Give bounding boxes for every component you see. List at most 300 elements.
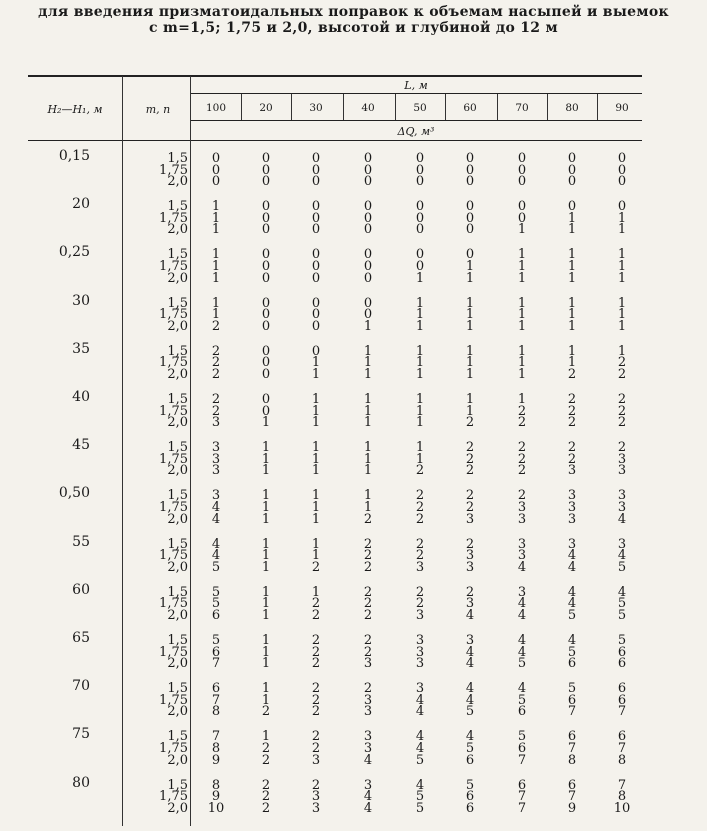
dq-cell-column	[246, 394, 286, 429]
dq-value: 2	[211, 318, 221, 334]
dq-value: 0	[363, 151, 373, 166]
dq-value: 2	[211, 343, 221, 359]
dq-value: 1	[211, 258, 221, 274]
dq-value: 7	[567, 789, 577, 805]
dq-value: 2	[211, 403, 221, 419]
m-value: 1,75	[159, 596, 188, 612]
dq-value: 8	[211, 777, 221, 793]
dq-value: 1	[261, 607, 271, 623]
dq-value: 0	[617, 162, 627, 178]
dq-value: 1	[465, 355, 475, 371]
dq-value: 1	[211, 210, 221, 226]
header-col-divider	[497, 94, 498, 120]
header-col-divider	[597, 94, 598, 120]
dq-value: 7	[617, 704, 627, 720]
dq-value: 4	[567, 548, 577, 564]
dq-value: 0	[567, 151, 577, 166]
dq-value: 2	[311, 692, 321, 708]
dq-cell-column	[502, 536, 542, 575]
dq-value: 6	[517, 777, 527, 793]
dq-value: 7	[211, 656, 221, 672]
dq-value: 0	[363, 162, 373, 178]
dq-value: 8	[567, 752, 577, 768]
dq-cell-column	[196, 731, 236, 766]
dq-value: 3	[415, 633, 425, 648]
dq-value: 1	[415, 307, 425, 323]
dq-value: 4	[517, 644, 527, 660]
header-dQ: ΔQ, м³	[397, 125, 435, 138]
m-value: 2,0	[167, 318, 188, 334]
dq-value: 1	[261, 415, 271, 431]
dq-value: 5	[617, 596, 627, 612]
col-divider-left	[122, 76, 123, 826]
dq-value: 3	[617, 536, 627, 552]
dq-value: 2	[567, 366, 577, 382]
dq-value: 0	[311, 210, 321, 226]
dq-value: 5	[517, 692, 527, 708]
dq-cell-column	[602, 731, 642, 766]
dq-value: 1	[261, 536, 271, 552]
dq-value: 0	[415, 199, 425, 215]
dq-cell-column	[552, 394, 592, 429]
dq-value: 1	[311, 355, 321, 371]
dq-cell-column	[196, 153, 236, 188]
dq-value: 1	[617, 343, 627, 359]
dq-value: 1	[415, 440, 425, 456]
dq-value: 1	[311, 463, 321, 479]
dq-value: 1	[311, 584, 321, 600]
m-value: 2,0	[167, 752, 188, 768]
dq-value: 5	[517, 656, 527, 672]
dq-value: 1	[211, 307, 221, 323]
dq-value: 1	[363, 463, 373, 479]
dq-cell-column	[552, 635, 592, 670]
dq-cell-column	[348, 635, 388, 670]
group-dh-label: 65	[72, 630, 90, 646]
dq-cell-column	[296, 635, 336, 670]
dq-value: 0	[311, 318, 321, 334]
dq-value: 1	[311, 392, 321, 407]
dq-cell-column	[552, 490, 592, 525]
dq-cell-column	[348, 442, 388, 477]
dq-value: 5	[517, 729, 527, 745]
dq-value: 3	[517, 548, 527, 564]
dq-value: 0	[261, 151, 271, 166]
dq-value: 0	[465, 162, 475, 178]
dq-cell-column	[400, 153, 440, 188]
dq-value: 1	[465, 366, 475, 382]
dq-cell-column	[450, 394, 490, 429]
dq-value: 2	[465, 415, 475, 431]
dq-value: 1	[261, 440, 271, 456]
dq-value: 3	[363, 704, 373, 720]
dq-value: 6	[465, 752, 475, 768]
dq-value: 3	[567, 463, 577, 479]
dq-cell-column	[246, 536, 286, 575]
dq-value: 0	[465, 210, 475, 226]
dq-value: 3	[363, 777, 373, 793]
dq-cell-column	[196, 635, 236, 670]
dq-value: 0	[415, 151, 425, 166]
dq-value: 0	[261, 295, 271, 311]
dq-value: 4	[211, 499, 221, 515]
m-value: 1,75	[159, 403, 188, 419]
m-value: 2,0	[167, 511, 188, 527]
dq-value: 0	[465, 174, 475, 190]
dq-value: 1	[517, 270, 527, 286]
dq-cell-column	[296, 777, 336, 816]
dq-cell-column	[348, 536, 388, 575]
dq-cell-column	[552, 153, 592, 188]
dq-cell-column	[552, 777, 592, 816]
dq-cell-column	[246, 295, 286, 334]
title-line-2: с m=1,5; 1,75 и 2,0, высотой и глубиной до 12 м	[149, 20, 558, 36]
dq-value: 3	[517, 584, 527, 600]
dq-value: 5	[415, 800, 425, 816]
dq-cell-column	[400, 295, 440, 334]
group-dh-label: 75	[72, 726, 90, 743]
dq-cell-column	[502, 584, 542, 623]
dq-value: 5	[211, 559, 221, 575]
L-header-5: 60	[463, 102, 477, 114]
dq-value: 1	[261, 463, 271, 479]
dq-value: 0	[211, 162, 221, 178]
dq-value: 2	[617, 440, 627, 456]
dq-cell-column	[552, 249, 592, 284]
dq-cell-column	[450, 153, 490, 188]
dq-value: 3	[211, 415, 221, 431]
dq-value: 4	[415, 777, 425, 793]
dq-value: 4	[465, 644, 475, 660]
m-value: 1,75	[159, 548, 188, 564]
dq-value: 3	[311, 800, 321, 816]
dq-value: 2	[363, 607, 373, 623]
dq-value: 1	[261, 548, 271, 564]
dq-value: 0	[617, 174, 627, 190]
dq-cell-column	[502, 394, 542, 429]
dq-cell-column	[296, 201, 336, 236]
m-value: 2,0	[167, 174, 188, 190]
dq-cell-column	[246, 249, 286, 284]
dq-value: 2	[617, 415, 627, 431]
dq-value: 3	[415, 656, 425, 672]
dq-value: 2	[517, 440, 527, 456]
dq-cell-column	[450, 584, 490, 623]
dq-value: 0	[311, 151, 321, 166]
page-title	[0, 4, 707, 36]
dq-cell-column	[450, 442, 490, 477]
header-col-divider	[445, 94, 446, 120]
dq-value: 3	[617, 488, 627, 504]
dq-cell-column	[602, 536, 642, 575]
dq-value: 1	[415, 415, 425, 431]
dq-value: 1	[415, 392, 425, 407]
dq-value: 2	[311, 777, 321, 793]
dq-value: 0	[415, 162, 425, 178]
dq-value: 2	[363, 596, 373, 612]
dq-cell-column	[552, 295, 592, 334]
m-value: 1,75	[159, 307, 188, 323]
dq-cell-column	[400, 635, 440, 670]
dq-value: 1	[311, 536, 321, 552]
dq-value: 1	[415, 270, 425, 286]
m-value: 2,0	[167, 270, 188, 286]
dq-value: 5	[211, 596, 221, 612]
dq-value: 1	[261, 656, 271, 672]
dq-value: 1	[415, 343, 425, 359]
dq-cell-column	[296, 153, 336, 188]
dq-cell-column	[348, 201, 388, 236]
group-dh-label: 45	[72, 437, 90, 454]
dq-cell-column	[348, 394, 388, 429]
dq-value: 0	[567, 199, 577, 215]
dq-value: 2	[311, 607, 321, 623]
dq-cell-column	[602, 584, 642, 623]
group-m-values	[128, 731, 188, 766]
dq-cell-column	[400, 442, 440, 477]
dq-value: 9	[567, 800, 577, 816]
dq-value: 1	[311, 451, 321, 467]
dq-value: 0	[311, 199, 321, 215]
dq-value: 0	[261, 343, 271, 359]
group-m-values	[128, 777, 188, 816]
dq-cell-column	[502, 249, 542, 284]
dq-value: 2	[311, 740, 321, 756]
dq-value: 0	[415, 247, 425, 263]
dq-value: 2	[465, 488, 475, 504]
dq-value: 1	[211, 270, 221, 286]
dq-value: 3	[311, 789, 321, 805]
dq-value: 7	[567, 704, 577, 720]
dq-cell-column	[196, 201, 236, 236]
dq-value: 1	[211, 199, 221, 215]
dq-value: 3	[517, 499, 527, 515]
dq-cell-column	[450, 295, 490, 334]
dq-cell-column	[296, 295, 336, 334]
dq-value: 1	[415, 295, 425, 311]
dq-value: 2	[363, 536, 373, 552]
dq-value: 0	[517, 174, 527, 190]
dq-value: 10	[207, 800, 225, 816]
dq-value: 3	[415, 607, 425, 623]
dq-cell-column	[502, 683, 542, 718]
dq-value: 2	[363, 644, 373, 660]
dq-value: 1	[567, 307, 577, 323]
dq-value: 1	[517, 355, 527, 371]
dq-value: 4	[211, 548, 221, 564]
dq-value: 4	[567, 559, 577, 575]
dq-value: 6	[617, 656, 627, 672]
dq-value: 4	[617, 548, 627, 564]
dq-value: 0	[261, 318, 271, 334]
dq-value: 4	[567, 633, 577, 648]
dq-cell-column	[552, 442, 592, 477]
dq-value: 0	[261, 199, 271, 215]
dq-value: 4	[617, 584, 627, 600]
dq-value: 2	[363, 548, 373, 564]
dq-value: 1	[311, 499, 321, 515]
dq-value: 1	[567, 343, 577, 359]
dq-value: 6	[617, 644, 627, 660]
dq-cell-column	[296, 343, 336, 382]
table-top-rule	[28, 75, 642, 77]
L-header-2: 30	[309, 102, 323, 114]
group-dh-label: 0,50	[58, 485, 90, 502]
dq-value: 0	[517, 210, 527, 226]
dq-value: 0	[517, 199, 527, 215]
dq-cell-column	[552, 731, 592, 766]
header-col-divider	[291, 94, 292, 120]
dq-value: 10	[613, 800, 631, 816]
dq-value: 2	[465, 440, 475, 456]
m-value: 1,75	[159, 210, 188, 226]
dq-value: 1	[415, 366, 425, 382]
m-value: 1,5	[167, 199, 188, 215]
dq-cell-column	[196, 584, 236, 623]
dq-value: 2	[517, 403, 527, 419]
dq-value: 6	[517, 704, 527, 720]
dq-value: 1	[415, 451, 425, 467]
dq-value: 1	[567, 355, 577, 371]
dq-value: 3	[363, 740, 373, 756]
dq-value: 0	[363, 174, 373, 190]
dq-value: 1	[465, 307, 475, 323]
dq-value: 1	[261, 488, 271, 504]
dq-value: 3	[567, 488, 577, 504]
m-value: 1,75	[159, 740, 188, 756]
dq-value: 3	[211, 488, 221, 504]
dq-value: 2	[567, 403, 577, 419]
dq-value: 3	[211, 440, 221, 456]
m-value: 1,5	[167, 488, 188, 504]
dq-value: 1	[517, 258, 527, 274]
dq-value: 0	[261, 366, 271, 382]
dq-value: 3	[415, 559, 425, 575]
m-value: 2,0	[167, 607, 188, 623]
dq-cell-column	[196, 777, 236, 816]
m-value: 1,5	[167, 536, 188, 552]
dq-cell-column	[348, 777, 388, 816]
dq-cell-column	[450, 731, 490, 766]
dq-cell-column	[552, 683, 592, 718]
dq-value: 1	[261, 499, 271, 515]
dq-value: 1	[465, 318, 475, 334]
dq-value: 0	[311, 295, 321, 311]
m-value: 2,0	[167, 656, 188, 672]
group-dh-label: 70	[72, 678, 90, 695]
dq-cell-column	[400, 683, 440, 718]
dq-value: 2	[415, 596, 425, 612]
group-dh-label: 55	[72, 533, 90, 550]
dq-value: 1	[261, 559, 271, 575]
dq-value: 2	[363, 584, 373, 600]
dq-value: 0	[363, 295, 373, 311]
dq-value: 3	[211, 463, 221, 479]
dq-value: 8	[211, 740, 221, 756]
dq-value: 2	[311, 596, 321, 612]
dq-value: 4	[415, 704, 425, 720]
dq-cell-column	[196, 295, 236, 334]
dq-value: 1	[211, 247, 221, 263]
dq-value: 1	[415, 403, 425, 419]
dq-value: 1	[261, 584, 271, 600]
dq-value: 0	[261, 307, 271, 323]
dq-value: 4	[617, 511, 627, 527]
dq-value: 1	[363, 488, 373, 504]
dq-value: 2	[415, 511, 425, 527]
dq-value: 6	[617, 729, 627, 745]
dq-cell-column	[400, 249, 440, 284]
dq-cell-column	[196, 536, 236, 575]
dq-cell-column	[502, 731, 542, 766]
dq-cell-column	[246, 584, 286, 623]
dq-cell-column	[296, 731, 336, 766]
dq-value: 1	[567, 270, 577, 286]
dq-value: 5	[465, 704, 475, 720]
dq-value: 0	[363, 247, 373, 263]
dq-value: 2	[363, 681, 373, 697]
dq-cell-column	[450, 683, 490, 718]
dq-value: 2	[617, 403, 627, 419]
dq-value: 4	[211, 511, 221, 527]
m-value: 2,0	[167, 800, 188, 816]
dq-value: 1	[311, 488, 321, 504]
dq-value: 5	[465, 777, 475, 793]
dq-value: 0	[261, 258, 271, 274]
dq-value: 2	[617, 366, 627, 382]
dq-cell-column	[348, 490, 388, 525]
m-value: 1,5	[167, 777, 188, 793]
dq-value: 6	[567, 729, 577, 745]
dq-value: 2	[211, 366, 221, 382]
dq-value: 1	[261, 692, 271, 708]
header-L-rule	[190, 93, 642, 94]
dq-value: 1	[211, 222, 221, 238]
dq-value: 2	[415, 488, 425, 504]
m-value: 2,0	[167, 415, 188, 431]
m-value: 1,5	[167, 633, 188, 648]
dq-value: 1	[617, 222, 627, 238]
dq-value: 0	[261, 247, 271, 263]
m-value: 1,5	[167, 681, 188, 697]
dq-value: 4	[465, 681, 475, 697]
dq-cell-column	[296, 394, 336, 429]
dq-value: 1	[617, 210, 627, 226]
dq-value: 9	[211, 789, 221, 805]
dq-value: 2	[567, 451, 577, 467]
dq-value: 1	[363, 440, 373, 456]
dq-cell-column	[602, 295, 642, 334]
dq-cell-column	[502, 490, 542, 525]
header-cols-rule	[190, 120, 642, 121]
title-line-1: для введения призматоидальных поправок к объемам насыпей и выемок	[38, 4, 669, 20]
dq-cell-column	[296, 584, 336, 623]
dq-value: 6	[211, 644, 221, 660]
dq-cell-column	[502, 295, 542, 334]
dq-value: 0	[363, 258, 373, 274]
dq-value: 1	[465, 403, 475, 419]
m-value: 1,5	[167, 295, 188, 311]
dq-value: 6	[465, 800, 475, 816]
dq-value: 8	[617, 752, 627, 768]
dq-value: 1	[311, 403, 321, 419]
dq-value: 1	[567, 295, 577, 311]
dq-cell-column	[196, 442, 236, 477]
dq-value: 1	[261, 451, 271, 467]
dq-cell-column	[502, 153, 542, 188]
dq-cell-column	[450, 635, 490, 670]
dq-value: 0	[415, 258, 425, 274]
